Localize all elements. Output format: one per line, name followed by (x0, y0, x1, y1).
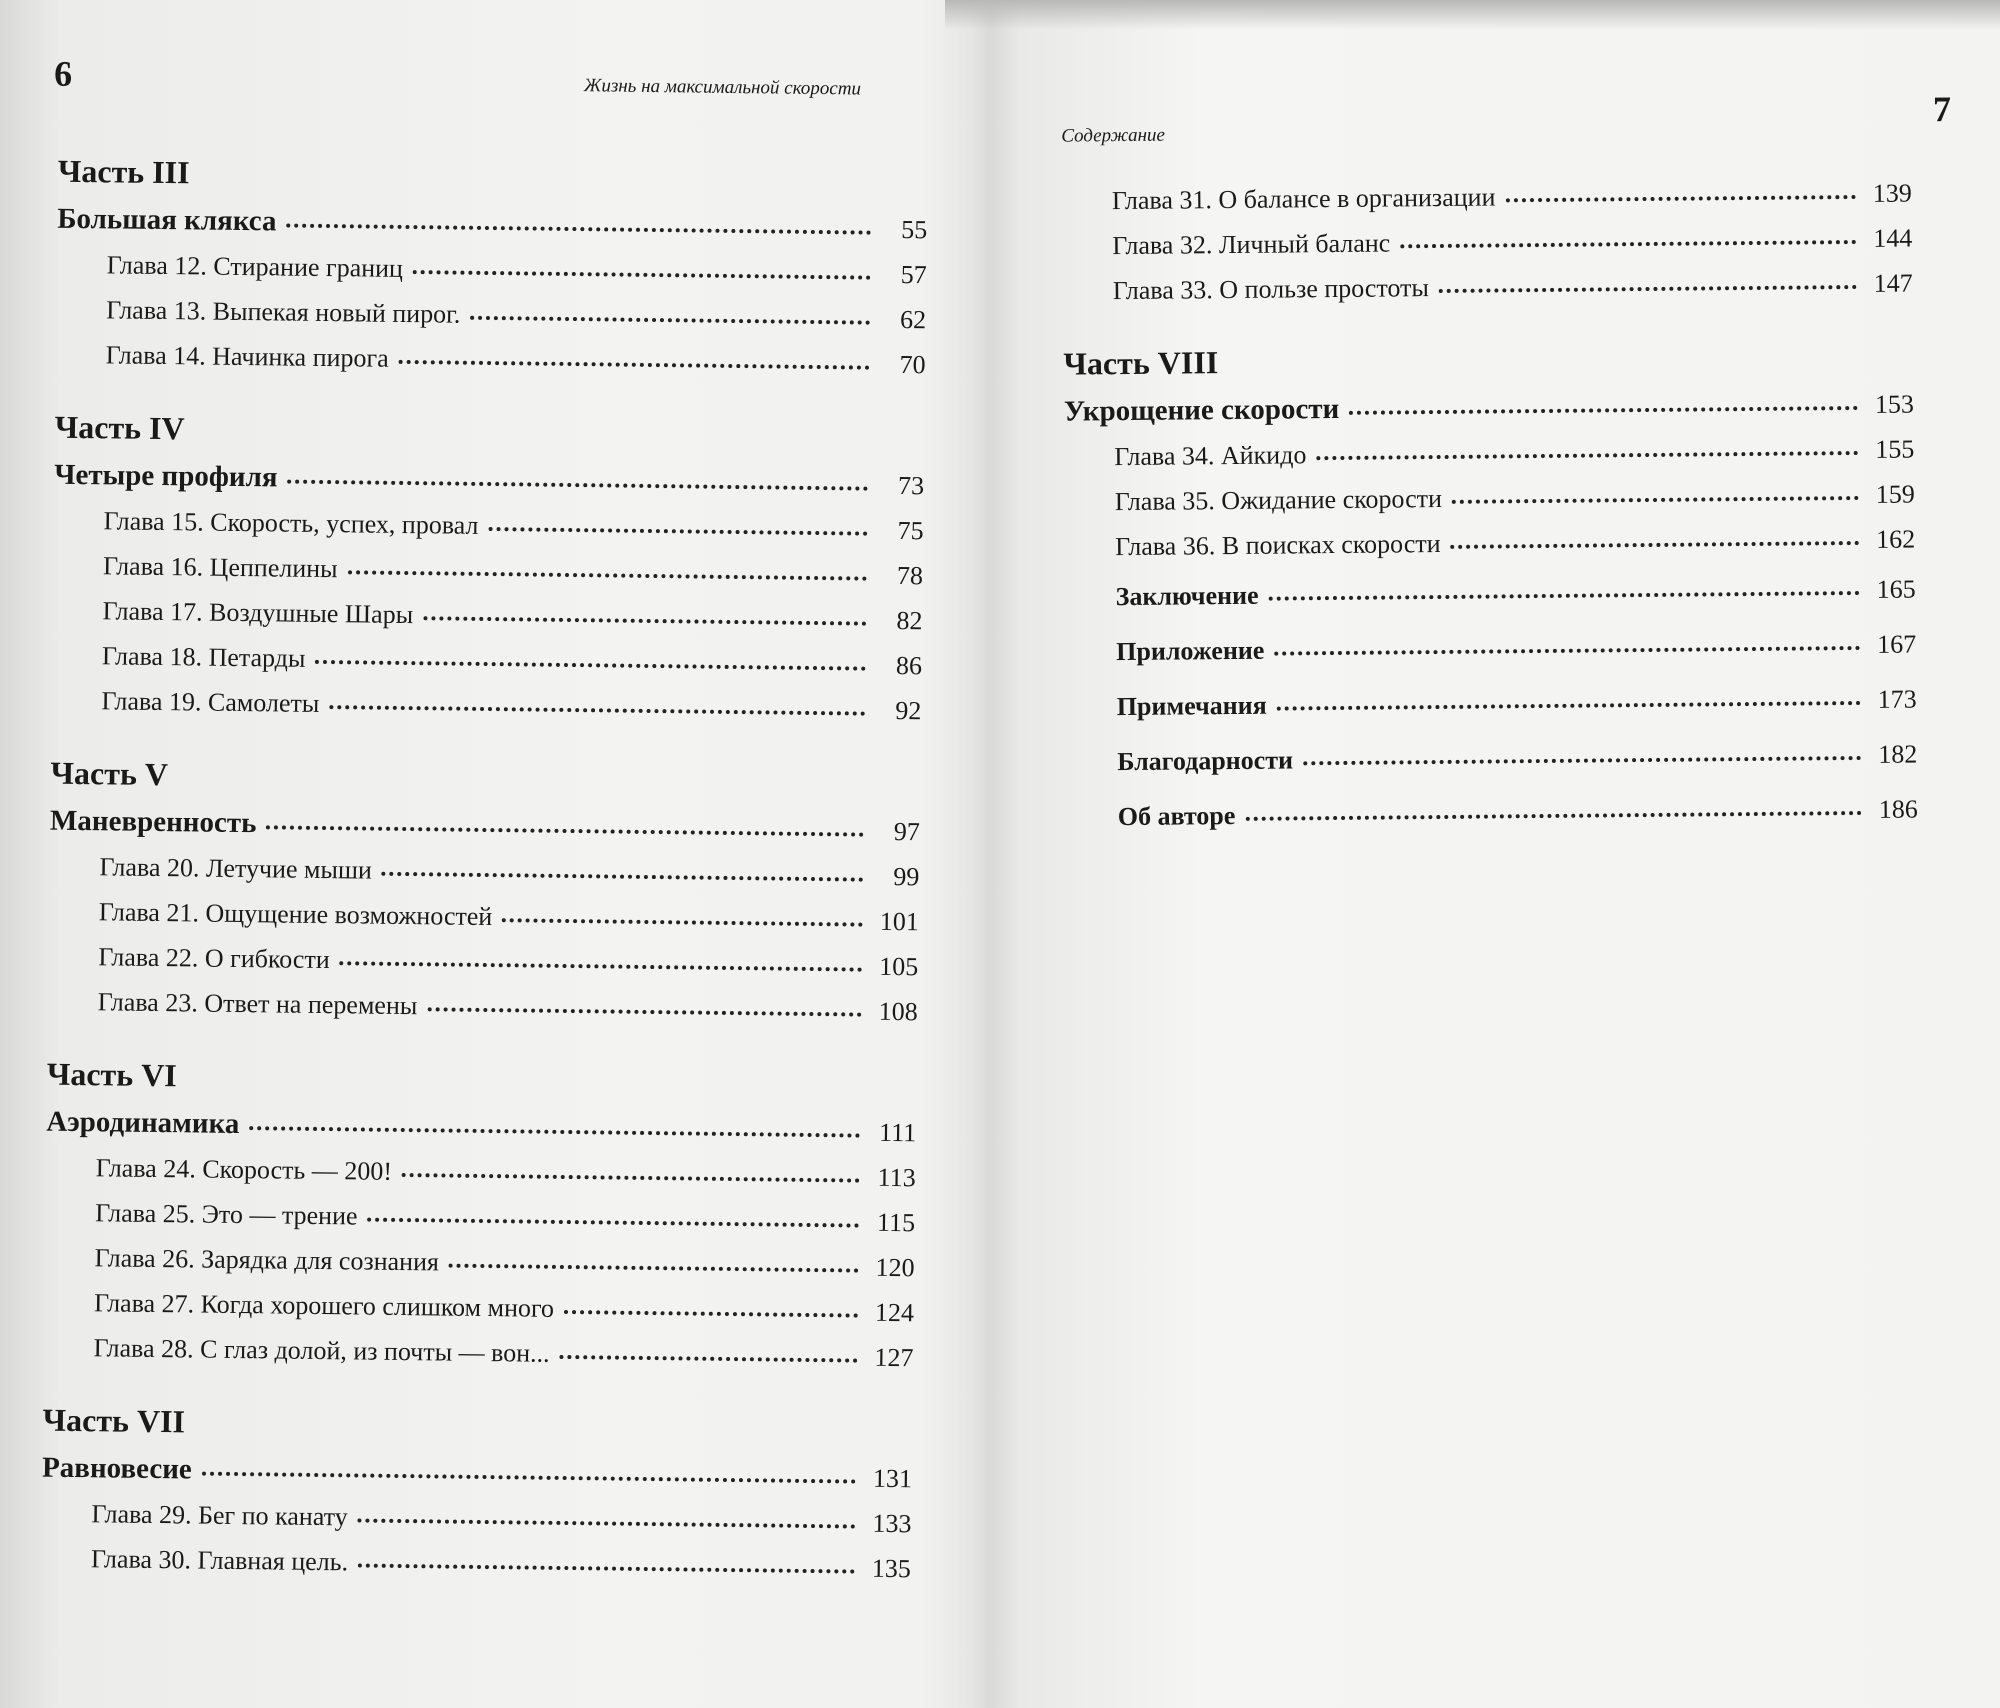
page-ref: 155 (1875, 434, 1915, 464)
leader-dots (382, 864, 864, 882)
page-ref: 165 (1876, 574, 1916, 604)
toc-part (51, 407, 925, 734)
chapter-row (47, 979, 917, 1035)
leader-dots (1316, 443, 1858, 460)
endmatter-row (1065, 561, 1915, 624)
page-ref: 70 (899, 350, 926, 380)
page-ref: 82 (896, 605, 923, 636)
chapter-row (51, 678, 921, 734)
leader-dots (202, 1464, 856, 1484)
part-title: Маневренность (49, 804, 257, 840)
page-ref: 62 (899, 305, 927, 335)
leader-dots (287, 472, 868, 491)
leader-dots (402, 1165, 860, 1183)
endmatter-title: Приложение (1116, 635, 1265, 667)
leader-dots (1245, 803, 1862, 821)
page-ref: 135 (871, 1553, 912, 1584)
leader-dots (488, 519, 867, 536)
page-ref: 147 (1873, 268, 1913, 298)
leader-dots (315, 652, 866, 671)
chapter-title: Глава 27. Когда хорошего слишком много (93, 1288, 555, 1323)
part-title: Четыре профиля (54, 458, 278, 494)
page-ref: 186 (1878, 794, 1918, 824)
part-title: Равновесие (41, 1451, 192, 1486)
chapter-title: Глава 14. Начинка пирога (105, 340, 389, 373)
chapter-row (43, 1325, 913, 1381)
right-page (1020, 0, 1976, 1708)
page-ref: 159 (1875, 479, 1915, 509)
endmatter-title: Заключение (1115, 580, 1259, 612)
continued-chapters (1062, 170, 1913, 313)
endmatter-title: Об авторе (1117, 800, 1236, 832)
chapter-title: Глава 13. Выпекая новый пирог. (106, 295, 461, 329)
leader-dots (1274, 638, 1860, 656)
chapter-title: Глава 17. Воздушные Шары (102, 596, 414, 630)
page-ref: 162 (1876, 524, 1916, 554)
leader-dots (367, 1210, 859, 1228)
left-page (0, 0, 960, 1708)
leader-dots (1349, 398, 1858, 415)
toc-part (55, 151, 928, 388)
page-ref: 133 (872, 1508, 912, 1539)
chapter-title: Глава 16. Цеппелины (102, 551, 338, 584)
leader-dots (427, 999, 862, 1016)
leader-dots (329, 697, 865, 716)
page-ref: 182 (1878, 739, 1918, 769)
chapter-row (1062, 170, 1912, 223)
chapter-title: Глава 22. О гибкости (98, 942, 330, 975)
toc-part (1063, 335, 1915, 569)
leader-dots (1268, 583, 1859, 601)
page-ref: 173 (1877, 684, 1917, 714)
leader-dots (564, 1302, 858, 1318)
part-heading: Часть V (50, 754, 169, 793)
toc-part (41, 1400, 913, 1592)
leader-dots (286, 216, 871, 235)
chapter-title: Глава 21. Ощущение возможностей (98, 897, 493, 932)
chapter-title: Глава 30. Главная цель. (90, 1544, 349, 1577)
page-number: 7 (1932, 89, 1952, 130)
page-ref: 78 (896, 561, 924, 591)
page-number: 6 (53, 53, 73, 94)
part-heading: Часть VIII (1063, 344, 1219, 382)
page-ref: 131 (872, 1463, 913, 1494)
part-title-row (1064, 381, 1914, 434)
leader-dots (1303, 748, 1861, 765)
chapter-row (1064, 426, 1914, 479)
chapter-title: Глава 15. Скорость, успех, провал (103, 506, 479, 540)
chapter-row (1065, 516, 1915, 569)
page-ref: 73 (897, 471, 925, 501)
chapter-title: Глава 23. Ответ на перемены (97, 987, 418, 1021)
part-heading: Часть III (57, 152, 190, 191)
endmatter-row (1068, 781, 1918, 844)
page-ref: 167 (1877, 629, 1917, 659)
leader-dots (348, 562, 868, 580)
leader-dots (1439, 277, 1857, 293)
page-ref: 105 (879, 951, 919, 982)
part-title: Аэродинамика (46, 1105, 240, 1141)
chapter-title: Глава 20. Летучие мыши (99, 852, 373, 885)
page-ref: 115 (876, 1207, 916, 1238)
page-ref: 108 (878, 996, 918, 1027)
chapter-title: Глава 25. Это — трение (95, 1198, 358, 1231)
leader-dots (502, 910, 863, 926)
page-ref: 120 (875, 1252, 915, 1283)
chapter-title: Глава 33. О пользе простоты (1112, 273, 1430, 306)
endmatter-row (1066, 616, 1916, 679)
part-title: Большая клякса (57, 202, 277, 238)
leader-dots (449, 1256, 859, 1273)
chapter-title: Глава 28. С глаз долой, из почты — вон... (93, 1333, 550, 1368)
page-ref: 97 (893, 816, 921, 847)
leader-dots (358, 1555, 855, 1573)
page-ref: 139 (1872, 178, 1912, 208)
toc-part (47, 753, 920, 1035)
leader-dots (266, 817, 864, 836)
endmatter-title: Примечания (1116, 690, 1267, 722)
page-ref: 92 (895, 695, 922, 726)
chapter-row (1062, 215, 1912, 268)
page-ref: 144 (1873, 223, 1913, 253)
chapter-row (1065, 471, 1915, 524)
page-ref: 127 (874, 1342, 914, 1373)
chapter-title: Глава 12. Стирание границ (106, 250, 404, 283)
endmatter-list (1065, 561, 1918, 844)
page-ref: 111 (878, 1117, 917, 1148)
running-header: Содержание (1061, 124, 1166, 147)
chapter-title: Глава 32. Личный баланс (1112, 228, 1391, 261)
page-ref: 113 (877, 1162, 916, 1193)
part-heading: Часть IV (54, 408, 185, 447)
part-title: Укрощение скорости (1063, 392, 1340, 428)
chapter-row (1063, 260, 1913, 313)
leader-dots (358, 1510, 856, 1528)
endmatter-row (1066, 671, 1916, 734)
leader-dots (1277, 693, 1861, 711)
leader-dots (340, 953, 863, 971)
part-heading: Часть VII (42, 1401, 186, 1440)
endmatter-row (1067, 726, 1917, 789)
leader-dots (413, 262, 871, 280)
chapter-title: Глава 35. Ожидание скорости (1114, 483, 1443, 517)
running-header: Жизнь на максимальной скорости (583, 75, 862, 100)
page-ref: 57 (900, 260, 927, 290)
page-ref: 124 (874, 1297, 915, 1328)
chapter-title: Глава 19. Самолеты (101, 686, 320, 718)
leader-dots (399, 352, 870, 370)
leader-dots (1505, 187, 1856, 202)
chapter-title: Глава 24. Скорость — 200! (95, 1153, 393, 1186)
chapter-title: Глава 34. Айкидо (1114, 440, 1307, 472)
chapter-row (55, 332, 925, 388)
chapter-title: Глава 26. Зарядка для сознания (94, 1243, 440, 1277)
chapter-title: Глава 29. Бег по канату (91, 1499, 348, 1532)
chapter-title: Глава 36. В поисках скорости (1115, 529, 1441, 562)
table-of-contents (1062, 170, 1918, 844)
page-ref: 99 (893, 861, 920, 892)
table-of-contents (41, 151, 928, 1592)
page-ref: 153 (1874, 389, 1915, 419)
leader-dots (1452, 488, 1859, 504)
page-ref: 55 (901, 215, 928, 245)
chapter-title: Глава 31. О балансе в организации (1111, 182, 1496, 216)
leader-dots (249, 1118, 860, 1137)
chapter-title: Глава 18. Петарды (101, 641, 306, 673)
part-heading: Часть VI (46, 1055, 177, 1094)
toc-part (43, 1054, 917, 1381)
leader-dots (423, 608, 866, 625)
page-ref: 75 (897, 516, 924, 546)
leader-dots (1451, 533, 1860, 549)
leader-dots (470, 308, 870, 325)
chapter-row (41, 1536, 911, 1592)
leader-dots (1400, 232, 1856, 248)
page-ref: 101 (879, 906, 919, 937)
leader-dots (560, 1347, 858, 1363)
page-ref: 86 (895, 650, 923, 681)
endmatter-title: Благодарности (1117, 745, 1294, 777)
